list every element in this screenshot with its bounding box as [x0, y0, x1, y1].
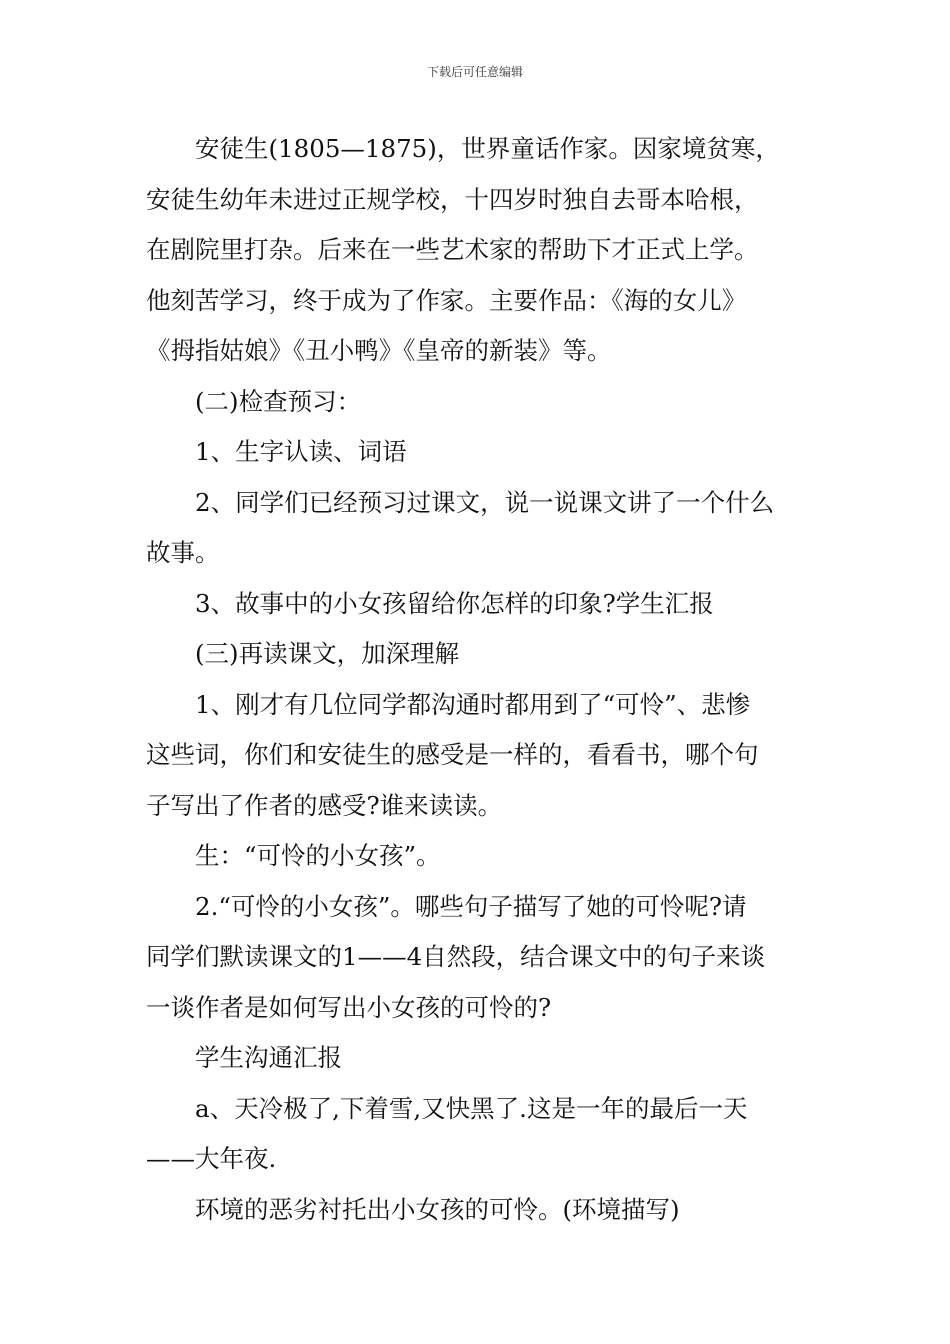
text-line-17: 同学们默读课文的1——4自然段，结合课文中的句子来谈 [146, 942, 766, 971]
text-line-12: 1、刚才有几位同学都沟通时都用到了“可怜”、悲惨 [195, 689, 751, 719]
text-line-8: 2、同学们已经预习过课文，说一说课文讲了一个什么 [195, 487, 775, 517]
page-header: 下载后可任意编辑 [426, 65, 523, 79]
text-line-16: 2.“可怜的小女孩”。哪些句子描写了她的可怜呢?请 [195, 891, 747, 921]
text-line-7: 1、生字认读、词语 [195, 437, 407, 466]
text-line-15: 生：“可怜的小女孩”。 [195, 841, 441, 870]
text-line-20: a、天冷极了,下着雪,又快黑了.这是一年的最后一天 [195, 1093, 748, 1123]
text-line-21: ——大年夜. [146, 1144, 277, 1173]
text-line-10: 3、故事中的小女孩留给你怎样的印象?学生汇报 [195, 588, 714, 618]
text-line-2: 安徒生幼年未进过正规学校，十四岁时独自去哥本哈根， [146, 184, 759, 214]
text-line-22: 环境的恶劣衬托出小女孩的可怜。(环境描写) [195, 1194, 680, 1224]
text-line-4: 他刻苦学习，终于成为了作家。主要作品：《海的女儿》 [146, 285, 747, 315]
text-line-14: 子写出了作者的感受?谁来读读。 [146, 790, 503, 820]
text-line-9: 故事。 [146, 538, 220, 567]
text-line-5: 《拇指姑娘》《丑小鸭》《皇帝的新装》等。 [146, 336, 612, 365]
text-line-3: 在剧院里打杂。后来在一些艺术家的帮助下才正式上学。 [146, 235, 759, 264]
section-heading-reread: (三)再读课文，加深理解 [195, 639, 460, 668]
text-line-18: 一谈作者是如何写出小女孩的可怜的? [146, 992, 552, 1022]
text-line-13: 这些词，你们和安徒生的感受是一样的，看看书，哪个句 [146, 740, 759, 769]
text-line-19: 学生沟通汇报 [195, 1043, 342, 1072]
section-heading-preview: (二)检查预习： [195, 386, 362, 416]
document-body [146, 124, 810, 1235]
text-line-1: 安徒生(1805—1875)，世界童话作家。因家境贫寒， [195, 134, 780, 163]
